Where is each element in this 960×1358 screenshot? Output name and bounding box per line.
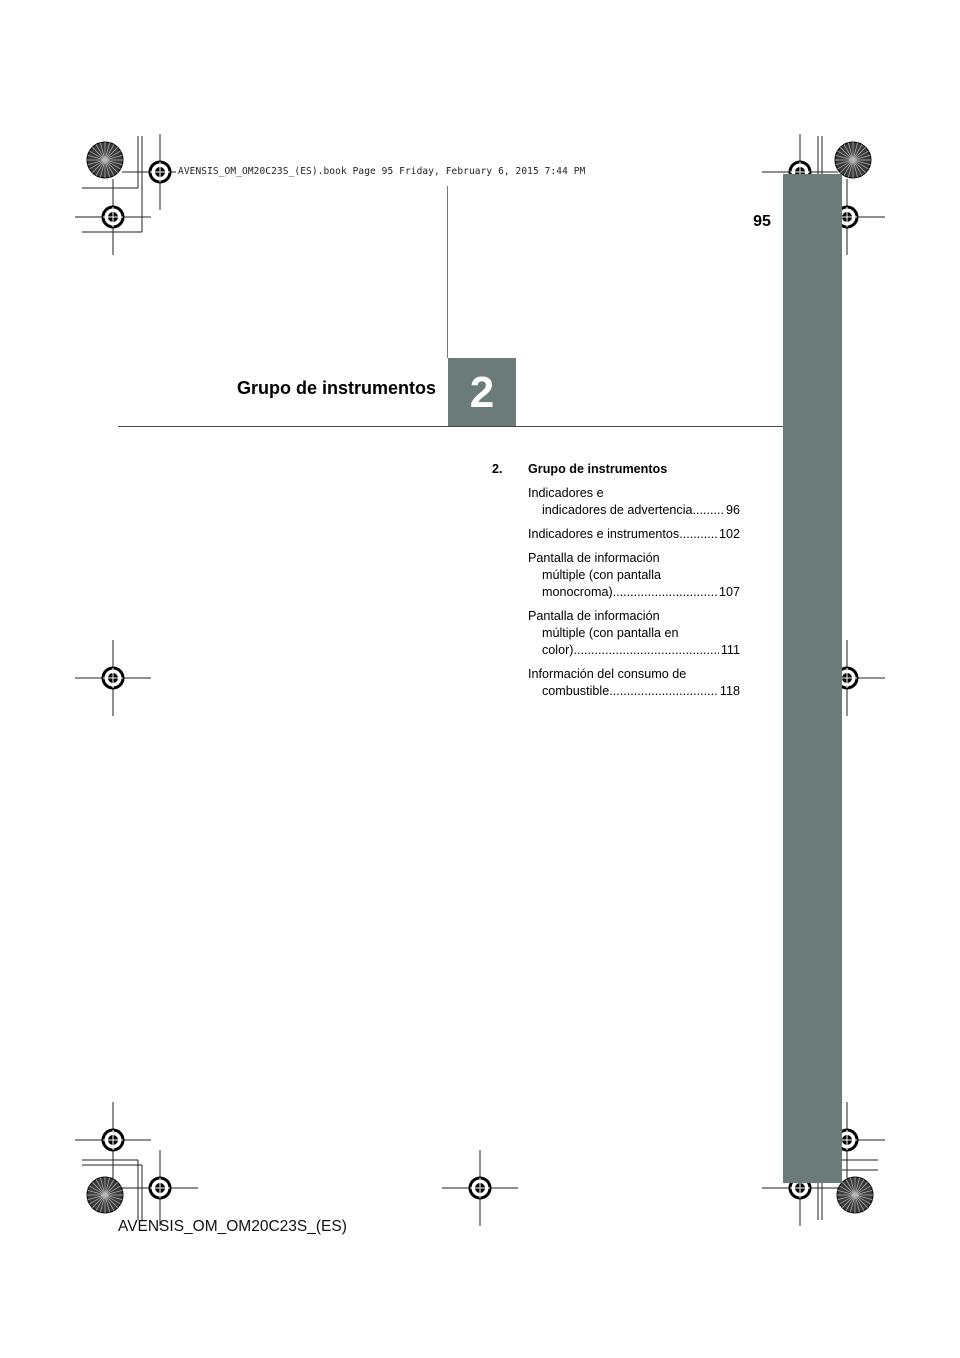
toc-entry-line: Información del consumo de — [528, 667, 687, 681]
toc-entry-line: indicadores de advertencia — [542, 503, 693, 517]
page-number: 95 — [753, 213, 771, 230]
chapter-title: Grupo de instrumentos — [236, 378, 436, 398]
toc-entry[interactable] — [528, 485, 740, 519]
toc-entry-line: combustible — [542, 684, 610, 698]
toc-entry[interactable] — [528, 666, 740, 700]
registration-target-icon — [75, 1102, 151, 1178]
toc-entry[interactable] — [528, 526, 740, 543]
chapter-divider-line — [447, 186, 448, 358]
toc-leader-dots — [609, 683, 718, 700]
toc-entry-line: múltiple (con pantalla — [542, 568, 662, 582]
registration-starburst-icon — [835, 142, 871, 178]
toc-entry-last-line — [528, 683, 740, 700]
registration-starburst-icon — [87, 1177, 123, 1213]
toc-entry-page: 102 — [718, 527, 740, 541]
toc-section-number: 2. — [492, 462, 503, 476]
toc-section-title: Grupo de instrumentos — [528, 462, 668, 476]
toc-entry-last-line — [528, 526, 740, 543]
table-of-contents — [492, 461, 740, 700]
toc-entry-page: 96 — [725, 503, 740, 517]
registration-target-icon — [75, 179, 151, 255]
toc-entry-line: Pantalla de información — [528, 609, 660, 623]
toc-leader-dots — [693, 502, 724, 519]
registration-target-icon — [122, 1150, 198, 1226]
toc-entry-line: Indicadores e instrumentos — [528, 527, 680, 541]
toc-entry-line: Pantalla de información — [528, 551, 660, 565]
book-file-stamp: AVENSIS_OM_OM20C23S_(ES).book Page 95 Friday, February 6, 2015 7:44 PM — [178, 166, 586, 177]
footer-document-code: AVENSIS_OM_OM20C23S_(ES) — [118, 1218, 347, 1235]
toc-entry-page: 111 — [720, 643, 740, 657]
registration-starburst-icon — [87, 142, 123, 178]
toc-entry-line: Indicadores e — [528, 486, 604, 500]
toc-entry-last-line — [528, 502, 740, 519]
toc-section-heading — [492, 461, 740, 478]
toc-leader-dots — [574, 642, 719, 659]
registration-target-icon — [442, 1150, 518, 1226]
toc-entry-line: color) — [542, 643, 574, 657]
chapter-rule — [118, 426, 783, 427]
toc-leader-dots — [613, 584, 717, 601]
chapter-side-tab — [783, 174, 842, 1183]
toc-entry[interactable] — [528, 608, 740, 659]
chapter-number: 2 — [469, 367, 495, 417]
toc-entry-page: 118 — [719, 684, 740, 698]
toc-entry[interactable] — [528, 550, 740, 601]
chapter-number-box — [448, 358, 516, 427]
toc-entry-page: 107 — [718, 585, 740, 599]
toc-entry-line: monocroma) — [542, 585, 613, 599]
registration-target-icon — [75, 640, 151, 716]
toc-entry-last-line — [528, 642, 740, 659]
toc-leader-dots — [679, 526, 717, 543]
toc-entry-last-line — [528, 584, 740, 601]
registration-starburst-icon — [837, 1177, 873, 1213]
toc-entry-line: múltiple (con pantalla en — [542, 626, 679, 640]
